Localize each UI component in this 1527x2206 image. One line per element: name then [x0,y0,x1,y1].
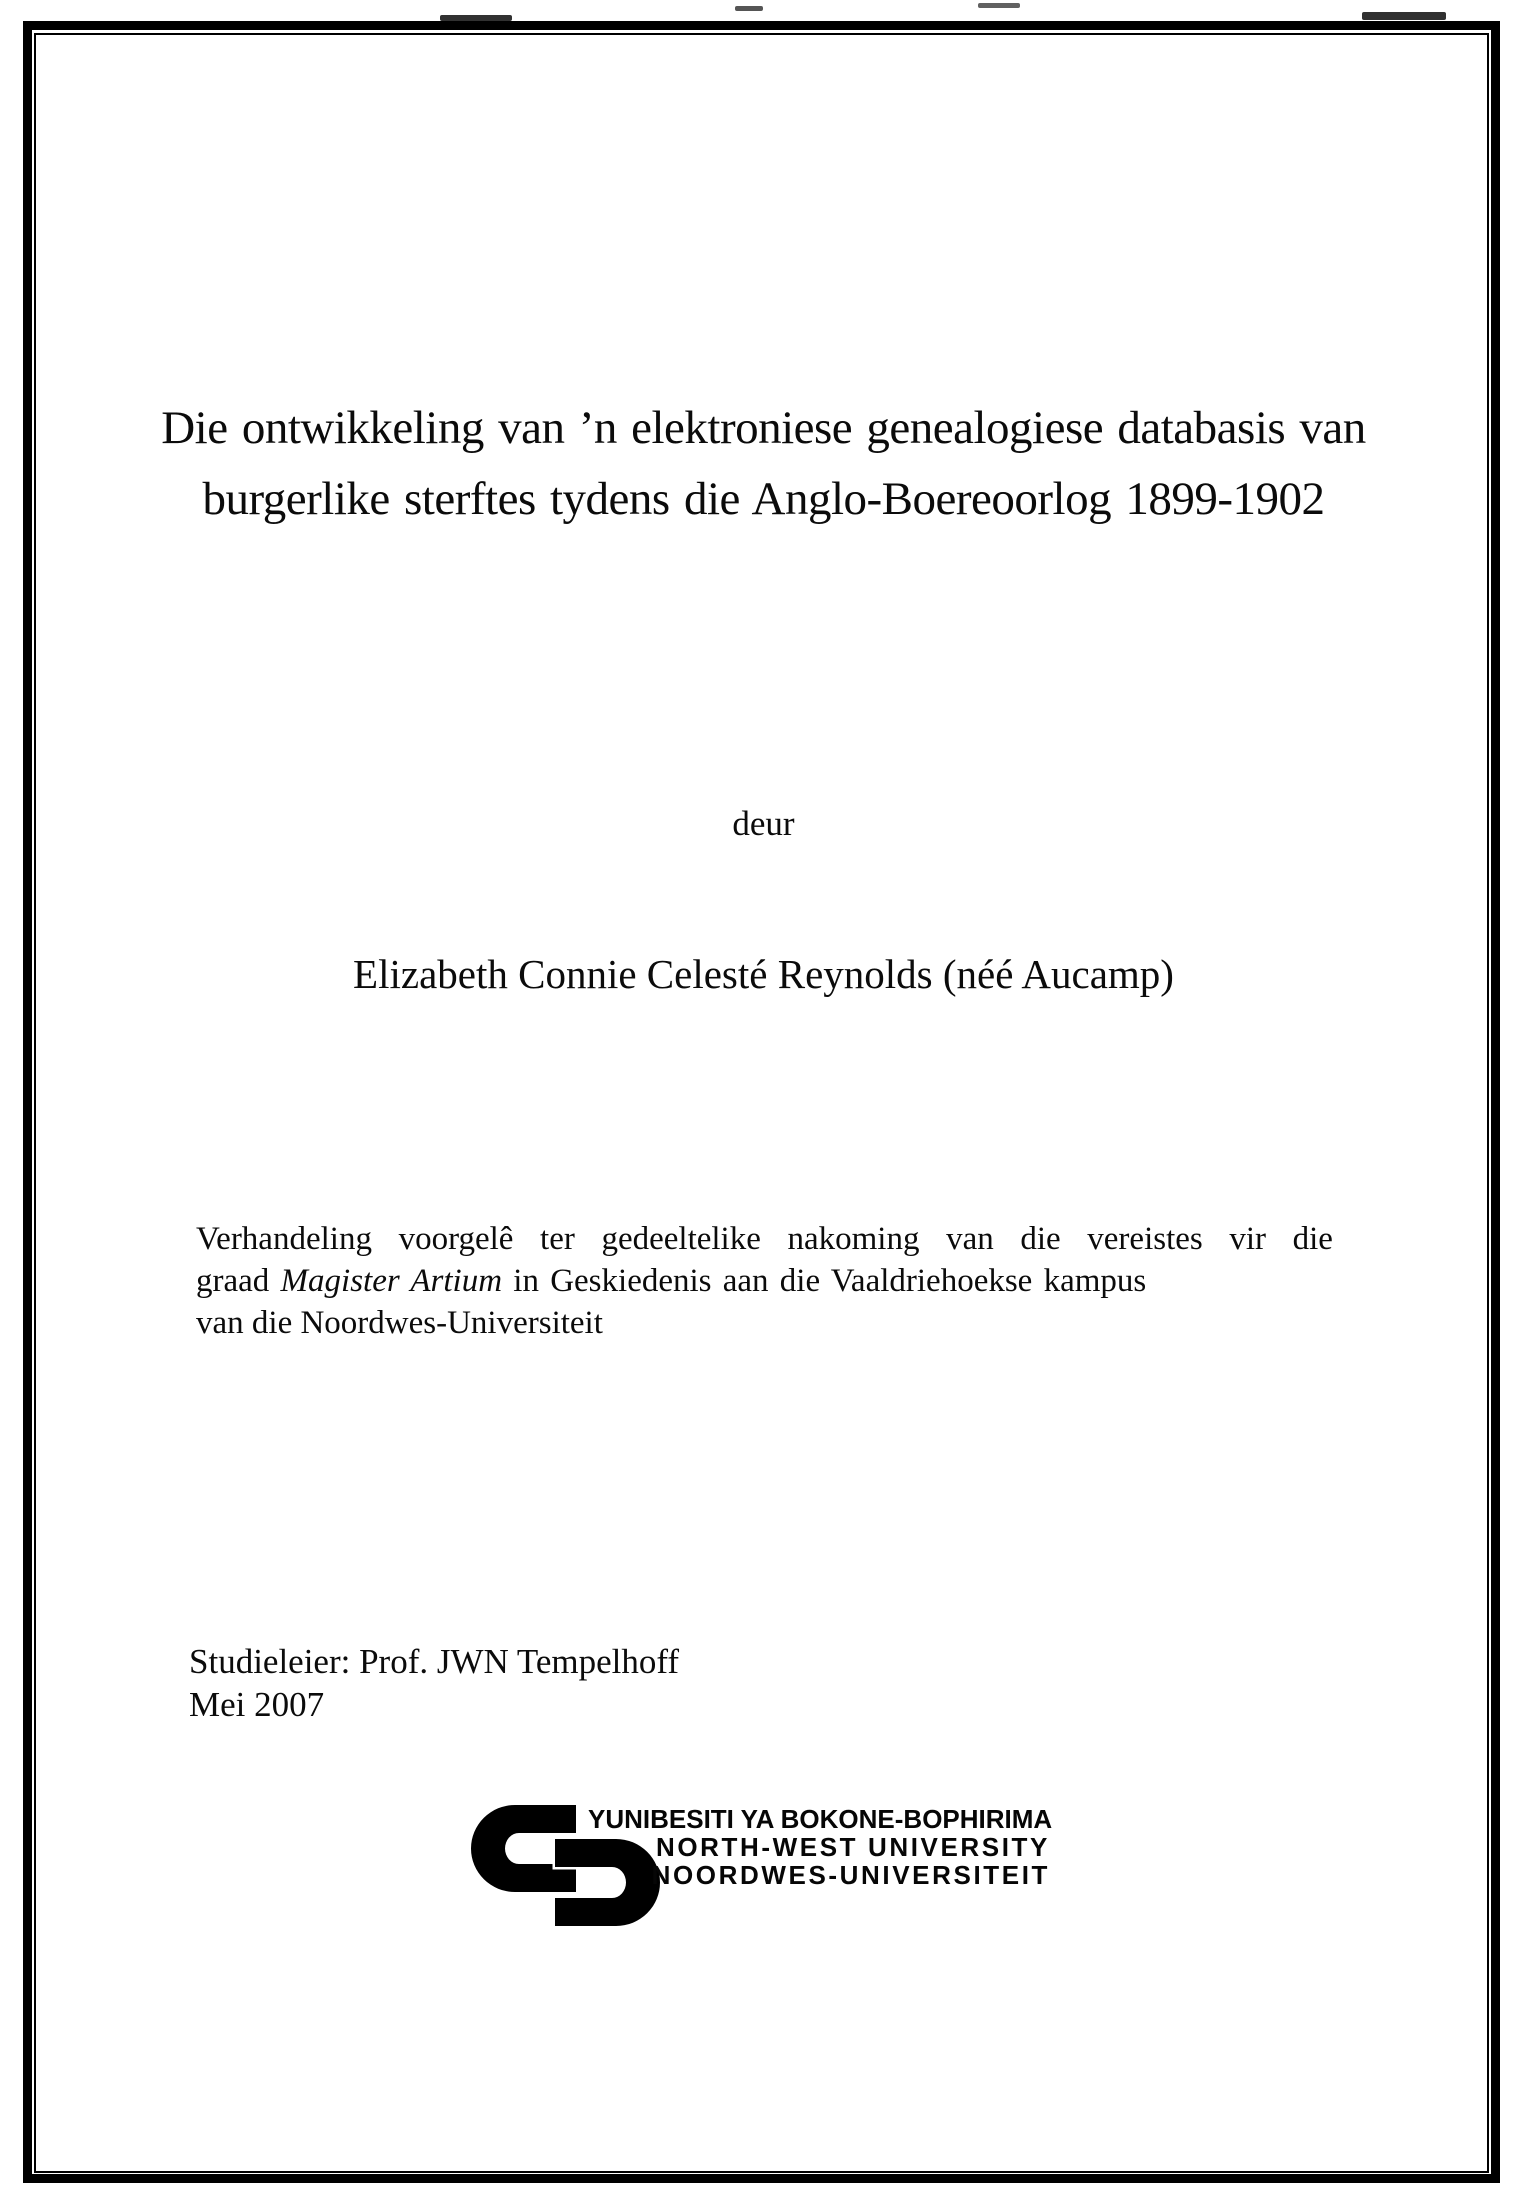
university-logo [470,1804,1070,1964]
byline-deur: deur [732,804,795,843]
scan-smudge [440,15,512,21]
supervisor-block [189,1640,679,1726]
university-name-afrikaans: NOORDWES-UNIVERSITEIT [651,1860,1050,1890]
scan-smudge [735,6,763,11]
thesis-title-line2: burgerlike sterftes tydens die Anglo-Boereoorlog 1899-1902 [202,473,1325,525]
thesis-title-line1: Die ontwikkeling van ’n elektroniese genealogiese databasis van [161,402,1366,454]
statement-degree-prefix: graad [196,1263,281,1299]
submission-statement-line2 [196,1260,1333,1302]
date-line: Mei 2007 [189,1685,325,1724]
submission-statement-line3: van die Noordwes-Universiteit [196,1305,603,1341]
thesis-title [0,393,1527,535]
supervisor-line: Studieleier: Prof. JWN Tempelhoff [189,1642,680,1681]
scan-smudge [1362,12,1446,20]
submission-statement [196,1218,1333,1344]
university-name-english: NORTH-WEST UNIVERSITY [655,1832,1050,1862]
university-name-setswana: YUNIBESITI YA BOKONE-BOPHIRIMA [588,1804,1053,1834]
author-name: Elizabeth Connie Celesté Reynolds (néé Aucamp) [353,951,1174,997]
statement-degree-suffix: in Geskiedenis aan die Vaaldriehoekse kampus [502,1263,1147,1299]
submission-statement-line1: Verhandeling voorgelê ter gedeeltelike nakoming van die vereistes vir die [196,1221,1333,1257]
scan-smudge [978,3,1020,8]
university-logo-text [588,1804,1053,1890]
degree-name-italic: Magister Artium [280,1263,503,1299]
